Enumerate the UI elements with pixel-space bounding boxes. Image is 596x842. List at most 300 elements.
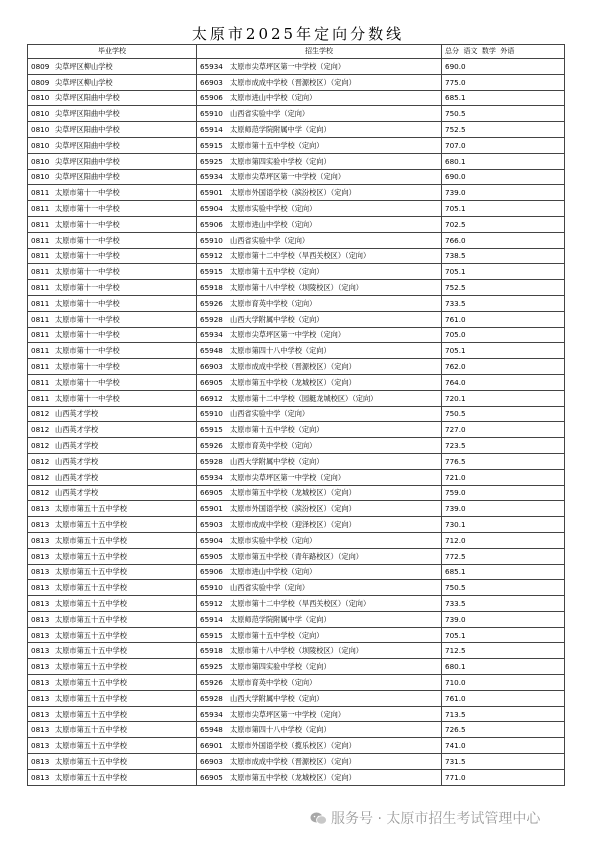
table-row [28, 390, 565, 406]
graduation-name: 太原市第十一中学校 [55, 188, 120, 198]
total-score-cell: 705.1 [442, 201, 565, 217]
graduation-code: 0811 [31, 219, 50, 229]
graduation-code: 0812 [31, 456, 50, 466]
table-row [28, 90, 565, 106]
admission-code: 65948 [200, 346, 223, 356]
graduation-school-cell [28, 232, 197, 248]
graduation-code: 0810 [31, 109, 50, 119]
graduation-code: 0813 [31, 646, 50, 656]
table-row [28, 564, 565, 580]
admission-school-cell [197, 295, 442, 311]
admission-school-cell [197, 153, 442, 169]
graduation-school-cell [28, 153, 197, 169]
table-row [28, 659, 565, 675]
wechat-icon [310, 812, 327, 825]
admission-name: 太原师范学院附属中学（定向） [230, 614, 331, 624]
admission-name: 太原市第十八中学校（坝陵校区）（定向） [230, 283, 363, 293]
graduation-name: 太原市第五十五中学校 [55, 693, 127, 703]
graduation-code: 0809 [31, 77, 50, 87]
graduation-code: 0813 [31, 535, 50, 545]
graduation-school-cell [28, 106, 197, 122]
total-score-cell: 761.0 [442, 690, 565, 706]
graduation-name: 太原市第五十五中学校 [55, 535, 127, 545]
table-body [28, 59, 565, 786]
total-score-cell: 712.0 [442, 532, 565, 548]
admission-school-cell [197, 611, 442, 627]
graduation-code: 0811 [31, 283, 50, 293]
admission-name: 太原市尖草坪区第一中学校（定向） [230, 61, 346, 71]
graduation-school-cell [28, 438, 197, 454]
admission-school-cell [197, 264, 442, 280]
graduation-code: 0813 [31, 614, 50, 624]
admission-name: 太原市第五中学校（龙城校区）（定向） [230, 488, 356, 498]
total-score-cell: 727.0 [442, 422, 565, 438]
graduation-name: 太原市第十一中学校 [55, 267, 120, 277]
graduation-name: 太原市第五十五中学校 [55, 709, 127, 719]
admission-name: 山西省实验中学（定向） [230, 109, 310, 119]
table-row [28, 611, 565, 627]
admission-code: 65901 [200, 504, 223, 514]
admission-school-cell [197, 532, 442, 548]
admission-code: 65906 [200, 567, 223, 577]
total-score-cell: 750.5 [442, 580, 565, 596]
graduation-name: 尖草坪区阳曲中学校 [55, 93, 120, 103]
total-score-cell: 702.5 [442, 216, 565, 232]
graduation-code: 0811 [31, 298, 50, 308]
admission-school-cell [197, 722, 442, 738]
total-score-cell: 726.5 [442, 722, 565, 738]
admission-name: 山西大学附属中学校（定向） [230, 314, 324, 324]
graduation-school-cell [28, 327, 197, 343]
admission-school-cell [197, 453, 442, 469]
total-score-cell: 690.0 [442, 59, 565, 75]
graduation-school-cell [28, 453, 197, 469]
graduation-name: 尖草坪区阳曲中学校 [55, 125, 120, 135]
admission-school-cell [197, 232, 442, 248]
table-row [28, 738, 565, 754]
graduation-code: 0813 [31, 598, 50, 608]
graduation-name: 太原市第五十五中学校 [55, 598, 127, 608]
graduation-name: 尖草坪区阳曲中学校 [55, 172, 120, 182]
graduation-name: 太原市第十一中学校 [55, 298, 120, 308]
admission-school-cell [197, 327, 442, 343]
table-row [28, 311, 565, 327]
watermark-text: 服务号 · 太原市招生考试管理中心 [331, 811, 541, 827]
graduation-name: 太原市第十一中学校 [55, 346, 120, 356]
admission-code: 65918 [200, 283, 223, 293]
table-row [28, 769, 565, 785]
total-score-cell: 712.5 [442, 643, 565, 659]
admission-name: 太原市尖草坪区第一中学校（定向） [230, 330, 346, 340]
admission-code: 65915 [200, 267, 223, 277]
graduation-school-cell [28, 564, 197, 580]
graduation-name: 太原市第五十五中学校 [55, 614, 127, 624]
admission-school-cell [197, 106, 442, 122]
table-row [28, 106, 565, 122]
header-admission-school: 招生学校 [197, 45, 442, 59]
admission-code: 65918 [200, 646, 223, 656]
graduation-code: 0810 [31, 140, 50, 150]
graduation-code: 0813 [31, 583, 50, 593]
total-score-cell: 739.0 [442, 611, 565, 627]
table-row [28, 343, 565, 359]
table-row [28, 374, 565, 390]
admission-name: 太原市第四实验中学校（定向） [230, 156, 331, 166]
graduation-code: 0811 [31, 346, 50, 356]
admission-code: 65904 [200, 535, 223, 545]
graduation-code: 0812 [31, 472, 50, 482]
admission-school-cell [197, 59, 442, 75]
total-score-cell: 766.0 [442, 232, 565, 248]
graduation-school-cell [28, 485, 197, 501]
graduation-name: 山西英才学校 [55, 488, 99, 498]
admission-code: 66901 [200, 741, 223, 751]
admission-name: 山西省实验中学（定向） [230, 235, 310, 245]
graduation-code: 0813 [31, 741, 50, 751]
admission-code: 65934 [200, 709, 223, 719]
admission-name: 太原市第十二中学校（旱西关校区）（定向） [230, 598, 371, 608]
table-row [28, 264, 565, 280]
admission-code: 65903 [200, 520, 223, 529]
admission-code: 65934 [200, 472, 223, 482]
table-row [28, 295, 565, 311]
total-score-cell: 762.0 [442, 359, 565, 375]
graduation-code: 0811 [31, 204, 50, 214]
header-graduation-school: 毕业学校 [28, 45, 197, 59]
table-row [28, 422, 565, 438]
admission-code: 66905 [200, 772, 223, 782]
admission-code: 65915 [200, 425, 223, 435]
graduation-name: 太原市第十一中学校 [55, 314, 120, 324]
admission-code: 65901 [200, 188, 223, 198]
total-score-cell: 759.0 [442, 485, 565, 501]
admission-code: 65910 [200, 583, 223, 593]
graduation-name: 山西英才学校 [55, 425, 99, 435]
table-row [28, 643, 565, 659]
graduation-name: 太原市第五十五中学校 [55, 630, 127, 640]
table-row [28, 122, 565, 138]
graduation-school-cell [28, 374, 197, 390]
admission-school-cell [197, 659, 442, 675]
admission-school-cell [197, 643, 442, 659]
admission-name: 太原市成成中学校（迎泽校区）（定向） [230, 520, 356, 529]
graduation-school-cell [28, 201, 197, 217]
table-row [28, 453, 565, 469]
admission-name: 太原市外国语学校（滨汾校区）（定向） [230, 188, 356, 198]
graduation-code: 0809 [31, 61, 50, 71]
admission-code: 65934 [200, 330, 223, 340]
graduation-code: 0813 [31, 504, 50, 514]
admission-name: 太原市第五中学校（青年路校区）（定向） [230, 551, 363, 561]
admission-school-cell [197, 517, 442, 533]
total-score-cell: 723.5 [442, 438, 565, 454]
total-score-cell: 738.5 [442, 248, 565, 264]
admission-name: 太原市实验中学校（定向） [230, 535, 317, 545]
graduation-school-cell [28, 90, 197, 106]
admission-school-cell [197, 564, 442, 580]
admission-name: 太原市第十五中学校（定向） [230, 425, 324, 435]
graduation-name: 太原市第五十五中学校 [55, 551, 127, 561]
graduation-code: 0813 [31, 772, 50, 782]
admission-code: 66903 [200, 756, 223, 766]
admission-school-cell [197, 627, 442, 643]
table-row [28, 137, 565, 153]
table-row [28, 248, 565, 264]
admission-school-cell [197, 706, 442, 722]
admission-school-cell [197, 769, 442, 785]
total-score-cell: 705.1 [442, 627, 565, 643]
table-row [28, 59, 565, 75]
table-row [28, 469, 565, 485]
total-score-cell: 685.1 [442, 90, 565, 106]
total-score-cell: 713.5 [442, 706, 565, 722]
graduation-school-cell [28, 390, 197, 406]
total-score-cell: 733.5 [442, 295, 565, 311]
total-score-cell: 764.0 [442, 374, 565, 390]
total-score-cell: 733.5 [442, 596, 565, 612]
graduation-school-cell [28, 722, 197, 738]
total-score-cell: 771.0 [442, 769, 565, 785]
admission-code: 65904 [200, 204, 223, 214]
admission-code: 66912 [200, 393, 223, 403]
graduation-name: 太原市第五十五中学校 [55, 677, 127, 687]
graduation-code: 0813 [31, 567, 50, 577]
graduation-school-cell [28, 738, 197, 754]
graduation-name: 太原市第十一中学校 [55, 219, 120, 229]
graduation-name: 太原市第十一中学校 [55, 283, 120, 293]
admission-school-cell [197, 201, 442, 217]
admission-school-cell [197, 248, 442, 264]
admission-name: 太原市成成中学校（晋源校区）（定向） [230, 77, 356, 87]
admission-school-cell [197, 469, 442, 485]
admission-code: 66903 [200, 77, 223, 87]
table-row [28, 627, 565, 643]
total-score-cell: 772.5 [442, 548, 565, 564]
graduation-code: 0812 [31, 441, 50, 451]
admission-name: 太原市外国语学校（揽乐校区）（定向） [230, 741, 356, 751]
graduation-code: 0812 [31, 425, 50, 435]
admission-school-cell [197, 90, 442, 106]
graduation-school-cell [28, 137, 197, 153]
graduation-code: 0811 [31, 188, 50, 198]
graduation-code: 0811 [31, 393, 50, 403]
table-row [28, 406, 565, 422]
total-score-cell: 710.0 [442, 675, 565, 691]
graduation-school-cell [28, 659, 197, 675]
page-title: 太原市2025年定向分数线 [191, 25, 405, 43]
admission-name: 太原市第十二中学校（旱西关校区）（定向） [230, 251, 371, 261]
admission-code: 66905 [200, 377, 223, 387]
admission-name: 太原市进山中学校（定向） [230, 93, 317, 103]
graduation-school-cell [28, 754, 197, 770]
table-row [28, 201, 565, 217]
table-row [28, 153, 565, 169]
admission-code: 66905 [200, 488, 223, 498]
admission-school-cell [197, 185, 442, 201]
admission-code: 65915 [200, 630, 223, 640]
graduation-school-cell [28, 295, 197, 311]
total-score-cell: 739.0 [442, 501, 565, 517]
total-score-cell: 739.0 [442, 185, 565, 201]
graduation-name: 太原市第五十五中学校 [55, 646, 127, 656]
table-header-row [28, 45, 565, 59]
admission-code: 65928 [200, 314, 223, 324]
graduation-name: 山西英才学校 [55, 441, 99, 451]
graduation-name: 太原市第五十五中学校 [55, 756, 127, 766]
graduation-code: 0811 [31, 377, 50, 387]
total-score-cell: 752.5 [442, 122, 565, 138]
admission-school-cell [197, 754, 442, 770]
admission-name: 太原市尖草坪区第一中学校（定向） [230, 172, 346, 182]
admission-code: 65914 [200, 614, 223, 624]
graduation-school-cell [28, 59, 197, 75]
graduation-code: 0810 [31, 125, 50, 135]
total-score-cell: 730.1 [442, 517, 565, 533]
graduation-name: 太原市第十一中学校 [55, 330, 120, 340]
graduation-school-cell [28, 264, 197, 280]
table-row [28, 517, 565, 533]
graduation-school-cell [28, 675, 197, 691]
admission-name: 山西省实验中学（定向） [230, 583, 310, 593]
total-score-cell: 680.1 [442, 659, 565, 675]
graduation-code: 0813 [31, 662, 50, 672]
graduation-school-cell [28, 643, 197, 659]
graduation-name: 太原市第五十五中学校 [55, 741, 127, 751]
graduation-code: 0811 [31, 314, 50, 324]
admission-name: 太原市实验中学校（定向） [230, 204, 317, 214]
graduation-code: 0813 [31, 677, 50, 687]
admission-name: 太原市进山中学校（定向） [230, 567, 317, 577]
admission-school-cell [197, 311, 442, 327]
admission-name: 太原市育英中学校（定向） [230, 441, 317, 451]
total-score-cell: 720.1 [442, 390, 565, 406]
graduation-school-cell [28, 216, 197, 232]
admission-code: 65906 [200, 93, 223, 103]
table-row [28, 675, 565, 691]
table-row [28, 754, 565, 770]
admission-school-cell [197, 485, 442, 501]
admission-name: 太原市第十二中学校（园艇龙城校区）（定向） [230, 393, 378, 403]
admission-code: 65926 [200, 677, 223, 687]
admission-name: 太原市尖草坪区第一中学校（定向） [230, 472, 346, 482]
graduation-school-cell [28, 596, 197, 612]
table-row [28, 580, 565, 596]
admission-name: 太原市外国语学校（滨汾校区）（定向） [230, 504, 356, 514]
table-row [28, 548, 565, 564]
admission-school-cell [197, 359, 442, 375]
admission-code: 65925 [200, 156, 223, 166]
total-score-cell: 741.0 [442, 738, 565, 754]
admission-school-cell [197, 438, 442, 454]
admission-name: 山西省实验中学（定向） [230, 409, 310, 419]
total-score-cell: 705.0 [442, 327, 565, 343]
admission-school-cell [197, 690, 442, 706]
table-row [28, 501, 565, 517]
admission-name: 太原市第十五中学校（定向） [230, 630, 324, 640]
graduation-name: 山西英才学校 [55, 472, 99, 482]
total-score-cell: 680.1 [442, 153, 565, 169]
admission-school-cell [197, 343, 442, 359]
admission-name: 太原市第十五中学校（定向） [230, 140, 324, 150]
admission-code: 65910 [200, 235, 223, 245]
graduation-name: 太原市第十一中学校 [55, 235, 120, 245]
table-row [28, 232, 565, 248]
total-score-cell: 750.5 [442, 106, 565, 122]
admission-code: 65925 [200, 662, 223, 672]
graduation-name: 太原市第五十五中学校 [55, 662, 127, 672]
admission-name: 太原市育英中学校（定向） [230, 677, 317, 687]
admission-code: 65928 [200, 693, 223, 703]
graduation-school-cell [28, 769, 197, 785]
graduation-name: 太原市第五十五中学校 [55, 725, 127, 735]
graduation-name: 太原市第十一中学校 [55, 251, 120, 261]
graduation-name: 太原市第五十五中学校 [55, 520, 127, 529]
total-score-cell: 690.0 [442, 169, 565, 185]
graduation-school-cell [28, 469, 197, 485]
total-score-cell: 721.0 [442, 469, 565, 485]
admission-code: 65948 [200, 725, 223, 735]
graduation-code: 0811 [31, 235, 50, 245]
table-row [28, 485, 565, 501]
graduation-name: 太原市第十一中学校 [55, 362, 120, 372]
graduation-school-cell [28, 359, 197, 375]
graduation-name: 山西英才学校 [55, 409, 99, 419]
table-row [28, 706, 565, 722]
admission-school-cell [197, 422, 442, 438]
table-row [28, 216, 565, 232]
admission-name: 太原市第四实验中学校（定向） [230, 662, 331, 672]
admission-code: 66903 [200, 362, 223, 372]
graduation-code: 0811 [31, 267, 50, 277]
admission-school-cell [197, 137, 442, 153]
admission-name: 太原市第五中学校（龙城校区）（定向） [230, 377, 356, 387]
table-row [28, 722, 565, 738]
graduation-code: 0813 [31, 520, 50, 529]
admission-school-cell [197, 374, 442, 390]
admission-code: 65934 [200, 61, 223, 71]
admission-name: 太原市第五中学校（龙城校区）（定向） [230, 772, 356, 782]
admission-code: 65926 [200, 441, 223, 451]
graduation-name: 尖草坪区柳山学校 [55, 77, 113, 87]
total-score-cell: 776.5 [442, 453, 565, 469]
graduation-school-cell [28, 532, 197, 548]
admission-school-cell [197, 280, 442, 296]
admission-code: 65906 [200, 219, 223, 229]
graduation-name: 尖草坪区阳曲中学校 [55, 109, 120, 119]
table-row [28, 280, 565, 296]
total-score-cell: 761.0 [442, 311, 565, 327]
graduation-name: 山西英才学校 [55, 456, 99, 466]
graduation-school-cell [28, 690, 197, 706]
total-score-cell: 731.5 [442, 754, 565, 770]
admission-name: 太原市成成中学校（晋源校区）（定向） [230, 362, 356, 372]
total-score-cell: 775.0 [442, 74, 565, 90]
graduation-name: 太原市第五十五中学校 [55, 567, 127, 577]
admission-school-cell [197, 390, 442, 406]
admission-name: 山西大学附属中学校（定向） [230, 456, 324, 466]
admission-school-cell [197, 406, 442, 422]
table-row [28, 690, 565, 706]
admission-school-cell [197, 169, 442, 185]
admission-school-cell [197, 548, 442, 564]
graduation-school-cell [28, 343, 197, 359]
admission-code: 65912 [200, 251, 223, 261]
admission-school-cell [197, 596, 442, 612]
graduation-school-cell [28, 248, 197, 264]
total-score-cell: 705.1 [442, 343, 565, 359]
graduation-school-cell [28, 311, 197, 327]
graduation-name: 尖草坪区柳山学校 [55, 61, 113, 71]
